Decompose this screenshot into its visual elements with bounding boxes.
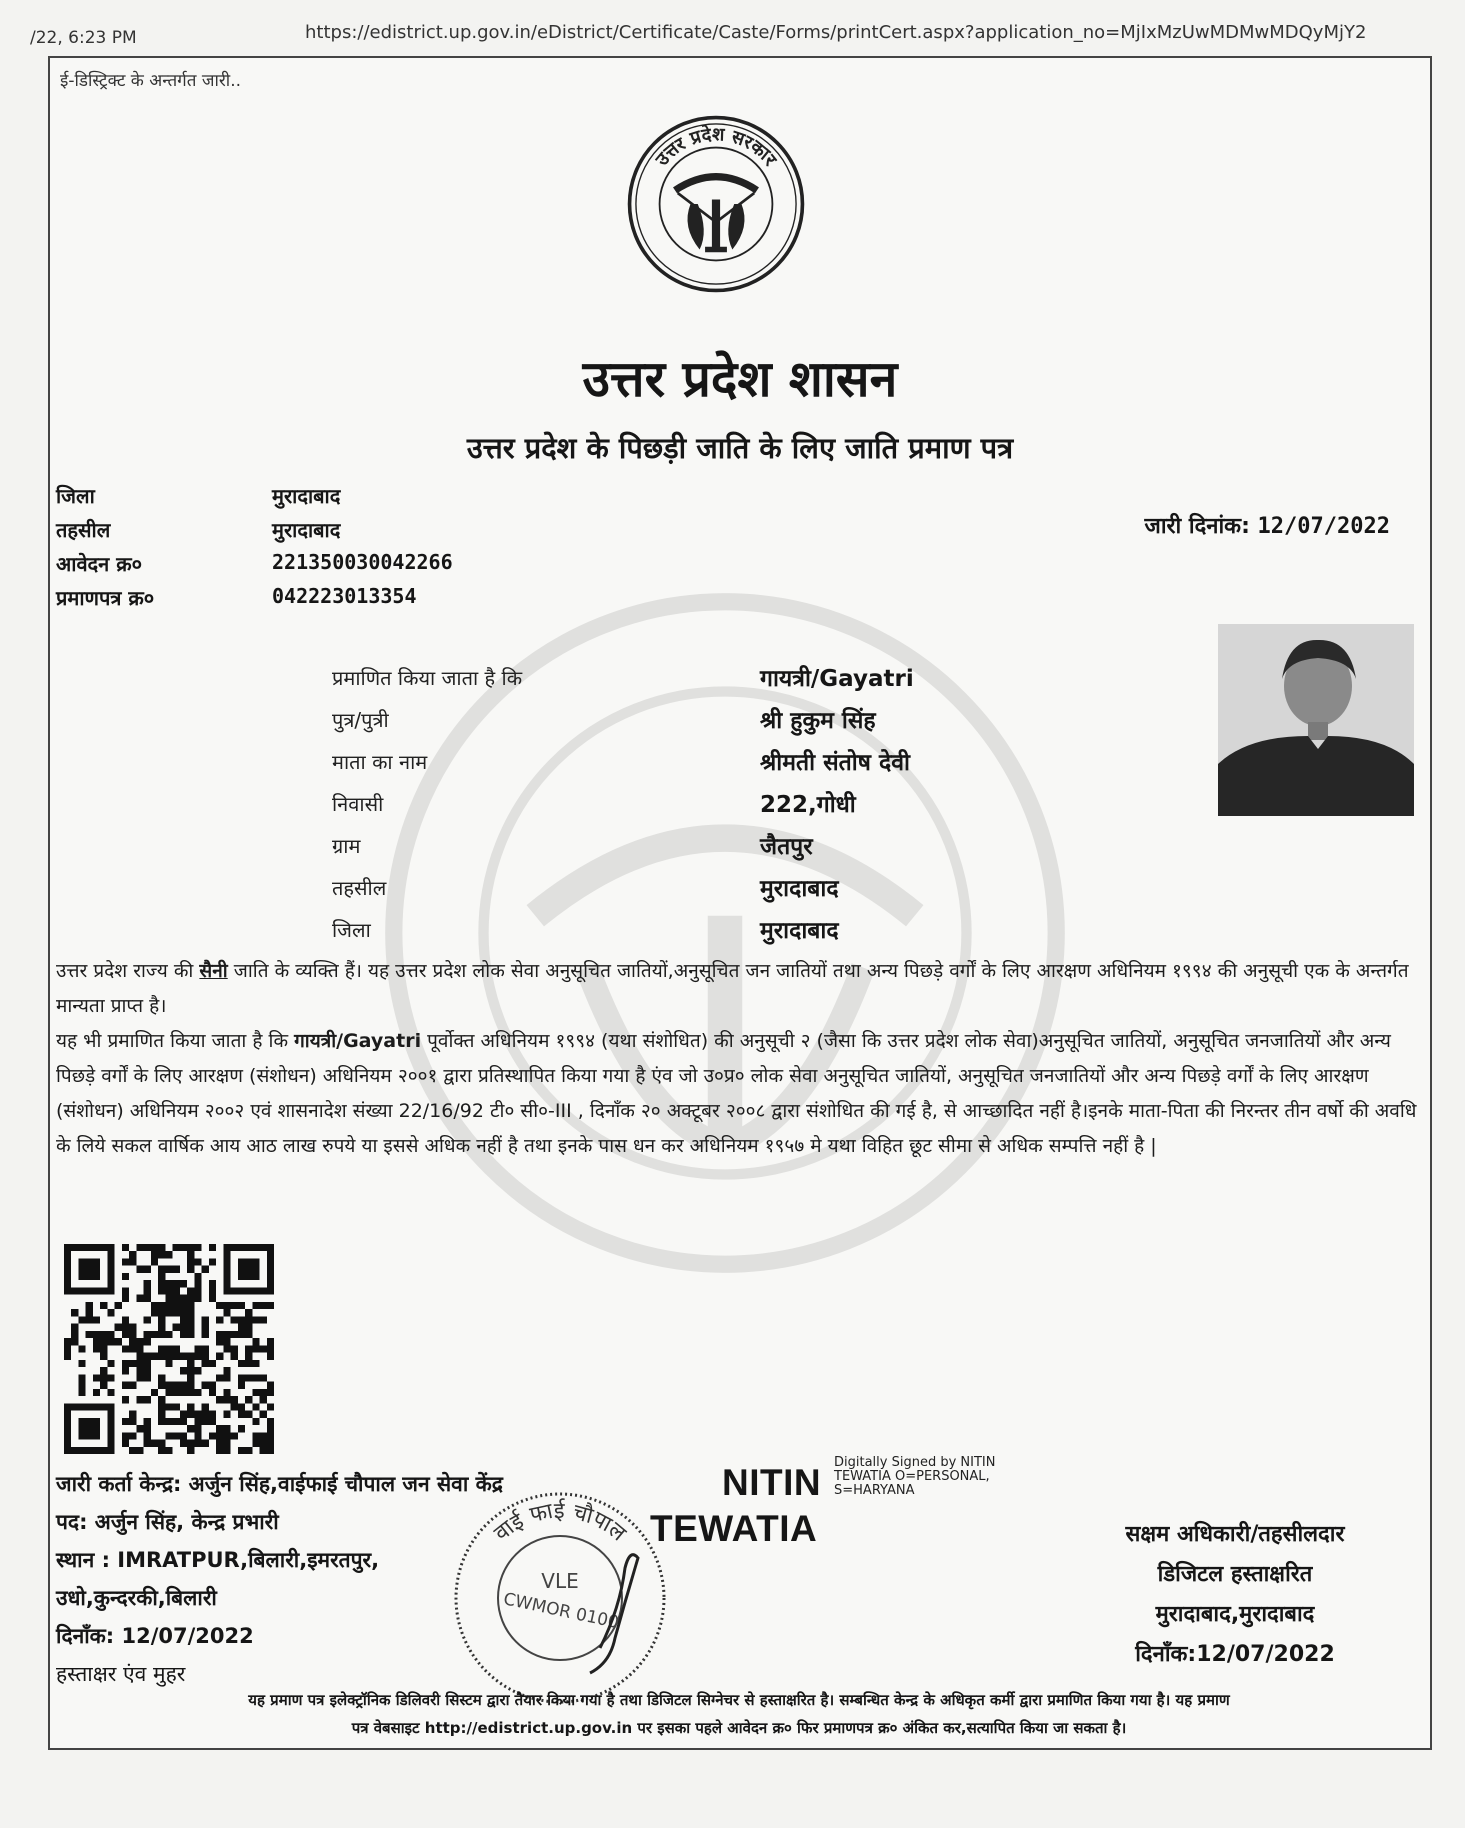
- issue-date-value: 12/07/2022: [1257, 514, 1390, 539]
- applicant-photo-icon: [1218, 624, 1414, 816]
- person-value-name: गायत्री/Gayatri: [760, 666, 914, 692]
- meta-label-district: जिला: [56, 484, 95, 508]
- vle-seal-stamp-icon: [450, 1488, 670, 1708]
- certificate-subtitle: उत्तर प्रदेश के पिछड़ी जाति के लिए जाति प्रमाण पत्र: [466, 431, 1014, 465]
- person-label-child-of: पुत्र/पुत्री: [332, 708, 389, 732]
- meta-label-application-no: आवेदन क्र०: [56, 552, 143, 576]
- person-value-village: जैतपुर: [760, 834, 813, 860]
- officer-date: दिनाँक:12/07/2022: [1135, 1642, 1335, 1667]
- person-label-village: ग्राम: [332, 834, 361, 858]
- officer-place: मुरादाबाद,मुरादाबाद: [1155, 1602, 1315, 1627]
- meta-value-application-no: 221350030042266: [272, 550, 453, 574]
- officer-title: सक्षम अधिकारी/तहसीलदार: [1125, 1522, 1345, 1547]
- meta-label-tehsil: तहसील: [56, 518, 111, 542]
- person-value-father: श्री हुकुम सिंह: [760, 708, 876, 734]
- certificate-paragraph-1: [56, 954, 1422, 1024]
- meta-value-tehsil: मुरादाबाद: [272, 518, 341, 542]
- seal-code-text: CWMOR 0100: [501, 1589, 621, 1634]
- person-label-certified: प्रमाणित किया जाता है कि: [332, 666, 523, 690]
- issued-under-note: ई-डिस्ट्रिक्ट के अन्तर्गत जारी..: [60, 71, 242, 91]
- person-value-tehsil: मुरादाबाद: [760, 876, 839, 902]
- person-value-district: मुरादाबाद: [760, 918, 839, 944]
- person-label-resident: निवासी: [332, 792, 384, 816]
- para1-text-a: उत्तर प्रदेश राज्य की: [56, 960, 194, 982]
- signer-name-line1: NITIN: [722, 1462, 822, 1503]
- person-label-district: जिला: [332, 918, 371, 942]
- person-label-mother: माता का नाम: [332, 750, 428, 774]
- para2-applicant-name: गायत्री/Gayatri: [294, 1030, 422, 1052]
- up-government-emblem-icon: [625, 113, 807, 295]
- meta-value-district: मुरादाबाद: [272, 484, 341, 508]
- issuer-place-1: स्थान : IMRATPUR,बिलारी,इमरतपुर,: [56, 1548, 380, 1572]
- qr-code-icon[interactable]: [64, 1244, 274, 1454]
- browser-url[interactable]: https://edistrict.up.gov.in/eDistrict/Certificate/Caste/Forms/printCert.aspx?application_no=MjIxMzUwMDMwMDQyMjY2: [305, 22, 1367, 43]
- meta-value-certificate-no: 042223013354: [272, 584, 417, 608]
- seal-top-text: वाई फाई चौपाल: [489, 1498, 631, 1547]
- issue-date-label: जारी दिनांक:: [1144, 514, 1250, 539]
- digital-signature-line-3: S=HARYANA: [834, 1483, 915, 1498]
- footer-line-1: यह प्रमाण पत्र इलेक्ट्रॉनिक डिलिवरी सिस्टम द्वारा तैयार किया गया है तथा डिजिटल सिग्नेचर से हस्ताक्षरित है। सम्बन्धित केन्द्र के अधिकृत कर्मी द्वारा प्रमाणित किया गया है। यह प्रमाण: [248, 1691, 1230, 1709]
- certificate-title: उत्तर प्रदेश शासन: [582, 349, 898, 408]
- para2-text-a: यह भी प्रमाणित किया जाता है कि: [56, 1030, 289, 1052]
- emblem-text: उत्तर प्रदेश सरकार: [651, 124, 781, 171]
- meta-label-certificate-no: प्रमाणपत्र क्र०: [56, 586, 155, 610]
- person-label-tehsil: तहसील: [332, 876, 387, 900]
- signer-name-line2: TEWATIA: [650, 1508, 818, 1549]
- applicant-photo: [1218, 624, 1414, 816]
- seal-vle-text: VLE: [541, 1569, 579, 1593]
- person-value-resident: 222,गोधी: [760, 792, 856, 818]
- footer-note: [56, 1686, 1422, 1742]
- certificate-paragraph-2: [56, 1024, 1422, 1164]
- para2-text-b: पूर्वोक्त अधिनियम १९९४ (यथा संशोधित) की अनुसूची २ (जैसा कि उत्तर प्रदेश लोक सेवा)अनुसूचित जातियों, अनुसूचित जनजातियों और अन्य पिछड़े वर्गों के लिए आरक्षण (संशोधन) अधिनियम २००१ द्वारा प्रतिस्थापित किया गया है एंव जो उ०प्र० लोक सेवा अनुसूचित जातियों, अनुसूचित जनजातियों और अन्य पिछड़े वर्गों के लिए आरक्षण (संशोधन) अधिनियम २००२ एवं शासनादेश संख्या 22/16/92 टी० सी०-III , दिनाँक २० अक्टूबर २००८ द्वारा संशोधित की गई है, से आच्छादित नहीं है।इनके माता-पिता की निरन्तर तीन वर्षो की अवधि के लिये सकल वार्षिक आय आठ लाख रुपये या इससे अधिक नहीं है तथा इनके पास धन कर अधिनियम १९५७ मे यथा विहित छूट सीमा से अधिक सम्पत्ति नहीं है |: [56, 1030, 1417, 1157]
- certificate-document: [48, 56, 1432, 1750]
- issuer-sign-seal: हस्ताक्षर एंव मुहर: [56, 1662, 186, 1686]
- person-value-mother: श्रीमती संतोष देवी: [760, 750, 910, 776]
- issuer-place-2: उधो,कुन्दरकी,बिलारी: [56, 1586, 217, 1610]
- para1-text-b: जाति के व्यक्ति हैं। यह उत्तर प्रदेश लोक सेवा अनुसूचित जातियों,अनुसूचित जन जातियों तथा अन्य पिछड़े वर्गों के लिए आरक्षण अधिनियम १९९४ की अनुसूची एक के अन्तर्गत मान्यता प्राप्त है।: [56, 960, 1409, 1017]
- digital-signature-note: [834, 1456, 995, 1498]
- caste-name: सैनी: [199, 960, 228, 982]
- issuer-center: जारी कर्ता केन्द्र: अर्जुन सिंह,वाईफाई चौपाल जन सेवा केंद्र: [56, 1472, 503, 1496]
- watermark-emblem-icon: [380, 588, 1070, 1278]
- issuer-post: पद: अर्जुन सिंह, केन्द्र प्रभारी: [56, 1510, 279, 1534]
- officer-signed: डिजिटल हस्ताक्षरित: [1157, 1562, 1313, 1587]
- browser-timestamp: /22, 6:23 PM: [30, 28, 137, 48]
- digital-signature-line-2: TEWATIA O=PERSONAL,: [834, 1469, 990, 1484]
- issuer-date: दिनाँक: 12/07/2022: [56, 1624, 254, 1648]
- footer-line-2: पत्र वेबसाइट http://edistrict.up.gov.in पर इसका पहले आवेदन क्र० फिर प्रमाणपत्र क्र० अंकित कर,सत्यापित किया जा सकता है।: [351, 1719, 1127, 1737]
- issue-date: [1145, 510, 1390, 540]
- digital-signature-line-1: Digitally Signed by NITIN: [834, 1455, 996, 1470]
